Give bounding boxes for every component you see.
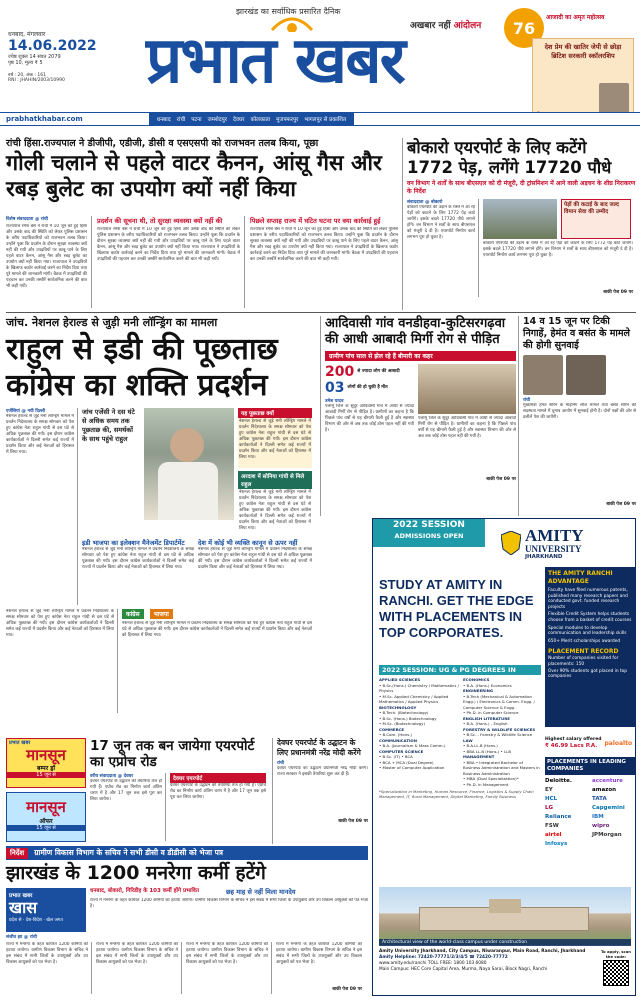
amity-advantage-item: Flexible Credit System helps students choose from a basket of credit courses	[548, 612, 632, 623]
hemant-body: मुख्यमंत्री हेमंत सोरेन के माइनिंग लीज मामले तथा बसंत सोरेन की सदस्यता मामले में चुनाव आयोग में सुनवाई होनी है। दोनों पक्षों की ओर से दलीलें पेश की जायेंगी।	[523, 403, 636, 420]
village-banner: ग्रामीण पांच साल से झेल रहे हैं बीमारी का कहर	[325, 351, 516, 361]
monsoon1-title: मानसून	[26, 746, 66, 764]
city-list	[149, 113, 354, 125]
company-logo: paloalto	[604, 739, 633, 747]
masthead-title: प्रभात खबर	[146, 24, 404, 98]
mgnrega-body3: राज्य में मनरेगा के तहत कार्यरत 1200 कर्मियों को हटाया जायेगा। ग्रामीण विकास विभाग के सचिव ने इस संबंध में सभी जिलों के उपायुक्तों और उप विकास आयुक्तों को पत्र भेजा है।	[186, 942, 272, 994]
qr-code-icon[interactable]	[603, 960, 629, 986]
amity-highest-value: ₹ 46.99 Lacs P.A.	[545, 743, 598, 749]
city-item: पटना	[191, 117, 202, 123]
lead-body-cont2: राज्यपाल रमेश बैस ने रांची में 10 जून को हुई हिंसा और उसके बाद की स्थिति को लेकर पुलिस प्रशासन के वरीय पदाधिकारियों को राजभवन तलब किया। उन्होंने पूछा कि प्रदर्शन के दौरान सुरक्षा व्यवस्था क्यों नहीं की गयी और उपद्रवियों पर काबू पाने के लिए पहले वाटर कैनन, आंसू गैस और रबड़ बुलेट का उपयोग क्यों नहीं किया गया। राज्यपाल ने उपद्रवियों के खिलाफ कठोर कार्रवाई करने का निर्देश दिया तथा पूरे मामले की जानकारी मांगी। बैठक में उपद्रवियों की पहचान कर उनकी तस्वीरें सार्वजनिक करने की बात भी कही गयी।	[250, 227, 398, 262]
village-byline: उमेश यादव	[325, 399, 344, 404]
amity-programs-right: ECONOMICS • B.A. (Hons.) Economics ENGINEERING • B.Tech (Mechanical & Automation Engg.) / Electronics & Comm. Engg. / Computer Science & Engg. • Ph.D. in Computer Science ENGLISH LITERATURE • B.A. (Hons.) - English FORESTRY & WILDLIFE SCIENCES • B.Sc. - Forestry & Wildlife Science LAW • B.A.LL.B (Hons.) • BBA LL.B (Hons.) • LLB MANAGEMENT • BBA • Integrated Bachelor of Business Administration and Masters in Business Administration • MBA (Dual Specialization)* • Ph.D. in Management	[463, 677, 540, 787]
mgnrega-jump[interactable]: बाकी पेज 09 पर	[332, 987, 362, 992]
amity-logo	[501, 523, 633, 563]
monsoon2-date: 15 जून से	[7, 825, 85, 831]
amity-advantage-list	[548, 588, 632, 644]
rahul-story	[6, 316, 316, 734]
amity-apply-text: To apply, scan the code:	[600, 949, 632, 959]
amity-web[interactable]: www.amity.edu/ranchi TOLL FREE: 1800 103 6080	[379, 961, 487, 966]
lead-sub1: प्रदर्शन की सूचना थी, तो सुरक्षा व्यवस्था क्यों नहीं की	[97, 217, 223, 225]
rahul-body4: नेशनल हेराल्ड से जुड़े मनी लॉन्ड्रिंग मामले में प्रवर्तन निदेशालय के समक्ष सोमवार को पेश हुए कांग्रेस नेता राहुल गांधी से दस घंटे से अधिक पूछताछ की गयी। इस दौरान कांग्रेस कार्यकर्ताओं ने दिल्ली समेत कई राज्यों में प्रदर्शन किया और कई नेताओं को हिरासत में लिया गया।	[6, 609, 114, 638]
hemant-story	[518, 316, 636, 516]
village-headline: आदिवासी गांव वनडीहवा-कुटिसरगढ़वा की आधी आबादी मिर्गी रोग से पीड़ित	[325, 316, 506, 347]
monsoon-ad-2[interactable]	[6, 792, 86, 842]
company-logo: wipro	[592, 823, 610, 829]
airport-box: पेड़ों की कटाई के बाद जल्द विमान सेवा की उम्मीद	[561, 199, 631, 239]
lead-kicker: रांची हिंसा.राज्यपाल ने डीजीपी, एडीजी, डीसी व एसएसपी को राजभवन तलब किया, पूछा	[6, 138, 319, 149]
rahul-kicker: जांच. नेशनल हेराल्ड से जुड़ी मनी लॉन्ड्रिंग का मामला	[6, 316, 218, 329]
pm-body: देवघर एयरपोर्ट का उद्घाटन प्रधानमंत्री नरेंद्र मोदी करेंगे। राज्य सरकार ने इसकी तैयारियां शुरू कर दी हैं।	[277, 766, 368, 777]
rahul-callout: जांच एजेंसी ने दस घंटे से अधिक समय तक पूछताछ की, समर्थकों के साथ पहुंचे राहुल	[82, 408, 135, 443]
edition-pages: पृष्ठ 10, मूल्य ₹ 5	[8, 60, 43, 66]
rahul-box1-title: यह पूछताछ क्यों	[238, 408, 312, 418]
amity-placements-title: PLACEMENTS IN LEADING COMPANIES	[545, 757, 635, 775]
city-item: भागलपुर से प्रकाशित	[304, 117, 347, 123]
airport-story	[402, 138, 636, 310]
amity-campus-image	[379, 887, 631, 945]
pm-city: रांची	[277, 761, 285, 766]
mgnrega-banner	[6, 846, 368, 860]
mgnrega-side1: धनबाद, बोकारो, गिरिडीह के 103 कर्मी होंगे प्रभावित	[90, 888, 199, 894]
lead-columns	[6, 216, 398, 308]
amity-main-campus: Main Campus: HEC Core Capital Area, Murma, Naya Sarai, Block Nagri, Ranchi	[379, 967, 548, 972]
airport-sub: वन विभाग ने शर्तों के साथ बीएसएल को दी मंजूरी, दी ट्रांसमिशन में आने वाली अड़चन के शीघ्र निराकरण के निर्देश	[407, 180, 636, 195]
rahul-body3: नेशनल हेराल्ड से जुड़े मनी लॉन्ड्रिंग मामले में प्रवर्तन निदेशालय के समक्ष सोमवार को पेश हुए कांग्रेस नेता राहुल गांधी से दस घंटे से अधिक पूछताछ की गयी। इस दौरान कांग्रेस कार्यकर्ताओं ने दिल्ली समेत कई राज्यों में प्रदर्शन किया और कई नेताओं को हिरासत में लिया गया।	[198, 547, 312, 570]
hemant-jump[interactable]: बाकी पेज 09 पर	[606, 502, 636, 507]
pm-headline: देवघर एयरपोर्ट के उद्घाटन के लिए प्रधानमंत्री नरेंद्र मोदी करेंगे	[277, 738, 361, 757]
rahul-box2-title: अरदाश में सोनिया गांधी से मिले राहुल	[238, 471, 312, 489]
village-jump[interactable]: बाकी पेज 09 पर	[486, 477, 516, 482]
airport-jump[interactable]: बाकी पेज 09 पर	[603, 290, 633, 295]
amrit-label: आजादी का अमृत महोत्सव	[546, 14, 605, 21]
amity-spec-note: *Specialization in Marketing, Human Resource, Finance, Logistics & Supply Chain Management, IT, Rural Management, Digital Marketing, Family Business	[379, 789, 534, 799]
road-byline: वरीय संवाददाता @ देवघर	[90, 774, 134, 779]
city-item: कोलकाता	[250, 117, 271, 123]
hemant-city: रांची	[523, 398, 531, 403]
company-logo: accenture	[592, 778, 623, 784]
village-stat1: 200 से ज्यादा लोग की आबादी	[325, 364, 400, 380]
rahul-photo	[144, 408, 234, 520]
company-grid	[545, 778, 635, 847]
amity-placements	[545, 757, 635, 885]
amity-highest-label: Highest salary offered	[545, 737, 602, 742]
monsoon1-brand: प्रभात खबर	[9, 740, 31, 746]
khas-box[interactable]	[6, 888, 86, 932]
mgnrega-body4: राज्य में मनरेगा के तहत कार्यरत 1200 कर्मियों को हटाया जायेगा। ग्रामीण विकास विभाग के सचिव ने इस संबंध में सभी जिलों के उपायुक्तों और उप विकास आयुक्तों को पत्र भेजा है।	[276, 942, 362, 965]
amity-session: 2022 SESSION	[393, 520, 465, 530]
amity-advantage-item: 650+ Merit scholarships awarded	[548, 638, 621, 644]
monsoon2-title: मानसून	[26, 798, 66, 816]
company-logo: Deloitte.	[545, 778, 572, 784]
rahul-byline: एजेंसियां @ नयी दिल्ली	[6, 409, 46, 414]
edition-city: धनबाद, मंगलवार	[8, 31, 46, 38]
city-item: धनबाद	[156, 117, 171, 123]
airport-byline: संवाददाता @ बोकारो	[407, 200, 443, 205]
rahul-body2: नेशनल हेराल्ड से जुड़े मनी लॉन्ड्रिंग मामले में प्रवर्तन निदेशालय के समक्ष सोमवार को पेश हुए कांग्रेस नेता राहुल गांधी से दस घंटे से अधिक पूछताछ की गयी। इस दौरान कांग्रेस कार्यकर्ताओं ने दिल्ली समेत कई राज्यों में प्रदर्शन किया और कई नेताओं को हिरासत में लिया गया।	[82, 547, 194, 570]
amity-address: Amity University Jharkhand, City Campus, Niwaranpur, Main Road, Ranchi, Jharkhand	[379, 949, 586, 954]
village-story	[320, 316, 516, 516]
edition-reg: RNI : JHAHIN/2003/10990	[8, 78, 65, 83]
amity-university: UNIVERSITY	[525, 543, 582, 554]
amity-advantage-item: Faculty have filed numerous patents, published many research papers and conducted govt. funded research projects	[548, 588, 628, 610]
amity-session-box	[373, 519, 485, 547]
amity-programs-left: APPLIED SCIENCES • B.Sc.(Hons.) Chemistry / Mathematics / Physics • M.Sc. Applied Chemistry / Applied Mathematics / Applied Physics BIOTECHNOLOGY • B.Tech. (Biotechnology) • B.Sc. (Hons.) Biotechnology • M.Sc. (Biotechnology) COMMERCE • B.Com. (Hons.) COMMUNICATION • B.A. (Journalism & Mass Comm.) COMPUTER SCIENCE • B.Sc. (IT) • BCA • BCA + MCA (Dual Degree) • Master of Computer Application	[379, 677, 459, 770]
masthead-slogan	[410, 18, 481, 31]
company-logo: Capgemini	[592, 805, 625, 811]
mgnrega-top-body: राज्य में मनरेगा के तहत कार्यरत 1200 कर्मियों को हटाया जायेगा। ग्रामीण विकास विभाग के सचिव ने इस संबंध में सभी जिलों के उपायुक्तों और उप विकास आयुक्तों को पत्र भेजा है।	[90, 898, 368, 909]
rahul-sub2: देश में कोई भी व्यक्ति कानून से ऊपर नहीं	[198, 539, 298, 547]
slogan-text: अखबार नहीं	[410, 21, 451, 31]
badge-number: 76	[512, 18, 536, 38]
mgnrega-columns	[6, 942, 368, 994]
amity-helpline: Amity Helpline: 72420-77771/2/3/4/5 ☎ 72420-77772	[379, 955, 508, 960]
amity-headline: STUDY AT AMITY IN RANCHI. GET THE EDGE WITH PLACEMENTS IN TOP CORPORATES.	[379, 577, 534, 640]
rahul-box2-body: नेशनल हेराल्ड से जुड़े मनी लॉन्ड्रिंग मामले में प्रवर्तन निदेशालय के समक्ष सोमवार को पेश हुए कांग्रेस नेता राहुल गांधी से दस घंटे से अधिक पूछताछ की गयी। इस दौरान कांग्रेस कार्यकर्ताओं ने दिल्ली समेत कई राज्यों में प्रदर्शन किया और कई नेताओं को हिरासत में लिया गया।	[239, 490, 311, 531]
rahul-tag-congress: कांग्रेस	[122, 609, 144, 619]
lead-body-cont: राज्यपाल रमेश बैस ने रांची में 10 जून को हुई हिंसा और उसके बाद की स्थिति को लेकर पुलिस प्रशासन के वरीय पदाधिकारियों को राजभवन तलब किया। उन्होंने पूछा कि प्रदर्शन के दौरान सुरक्षा व्यवस्था क्यों नहीं की गयी और उपद्रवियों पर काबू पाने के लिए पहले वाटर कैनन, आंसू गैस और रबड़ बुलेट का उपयोग क्यों नहीं किया गया। राज्यपाल ने उपद्रवियों के खिलाफ कठोर कार्रवाई करने का निर्देश दिया तथा पूरे मामले की जानकारी मांगी। बैठक में उपद्रवियों की पहचान कर उनकी तस्वीरें सार्वजनिक करने की बात भी कही गयी।	[97, 227, 240, 262]
rahul-body5: नेशनल हेराल्ड से जुड़े मनी लॉन्ड्रिंग मामले में प्रवर्तन निदेशालय के समक्ष सोमवार को पेश हुए कांग्रेस नेता राहुल गांधी से दस घंटे से अधिक पूछताछ की गयी। इस दौरान कांग्रेस कार्यकर्ताओं ने दिल्ली समेत कई राज्यों में प्रदर्शन किया और कई नेताओं को हिरासत में लिया गया।	[122, 621, 312, 638]
amity-apply	[597, 949, 635, 986]
rahul-tag-bjp: भाजपा	[150, 609, 173, 619]
mgnrega-body2: राज्य में मनरेगा के तहत कार्यरत 1200 कर्मियों को हटाया जायेगा। ग्रामीण विकास विभाग के सचिव ने इस संबंध में सभी जिलों के उपायुक्तों और उप विकास आयुक्तों को पत्र भेजा है।	[96, 942, 182, 994]
amity-highest	[545, 731, 635, 755]
pm-jump[interactable]: बाकी पेज 09 पर	[338, 819, 368, 824]
village-body2: पलामू जिले के सुदूर आदिवासी गांव में आधी से ज्यादा आबादी मिर्गी रोग से पीड़ित है। ग्रामीणों का कहना है कि पिछले पांच वर्षों से यह बीमारी फैली हुई है और स्वास्थ्य विभाग की ओर से अब तक कोई ठोस पहल नहीं की गयी है।	[418, 416, 516, 439]
hemant-photo	[523, 355, 563, 395]
village-stat2: 03 लोगों की हो चुकी है मौत	[325, 380, 388, 396]
monsoon-ad-1[interactable]	[6, 738, 86, 788]
village-body: पलामू जिले के सुदूर आदिवासी गांव में आधी से ज्यादा आबादी मिर्गी रोग से पीड़ित है। ग्रामीणों का कहना है कि पिछले पांच वर्षों से यह बीमारी फैली हुई है और स्वास्थ्य विभाग की ओर से अब तक कोई ठोस पहल नहीं की गयी है।	[325, 404, 414, 433]
mgnrega-side2: छह माह से नहीं मिला मानदेय	[226, 888, 296, 896]
edition-date: 14.06.2022	[8, 38, 97, 54]
amity-programs-title: 2022 SESSION: UG & PG DEGREES IN	[379, 665, 541, 675]
khas-items: प्रदेश से · देश-विदेश · खेल जगत	[9, 918, 63, 923]
masthead-info	[8, 30, 148, 83]
amity-admissions: ADMISSIONS OPEN	[394, 532, 464, 540]
company-logo: IBM	[592, 814, 604, 820]
airport-photo	[483, 199, 557, 239]
rahul-box1-body: नेशनल हेराल्ड से जुड़े मनी लॉन्ड्रिंग मामले में प्रवर्तन निदेशालय के समक्ष सोमवार को पेश हुए कांग्रेस नेता राहुल गांधी से दस घंटे से अधिक पूछताछ की गयी। इस दौरान कांग्रेस कार्यकर्ताओं ने दिल्ली समेत कई राज्यों में प्रदर्शन किया और कई नेताओं को हिरासत में लिया गया।	[238, 418, 312, 468]
road-body: देवघर एयरपोर्ट के उद्घाटन की तैयारियां तेज हो गयी हैं। एप्रोच रोड का निर्माण कार्य अंतिम चरण में है और 17 जून तक इसे पूरा कर लिया जायेगा।	[90, 779, 162, 802]
lead-story	[6, 138, 398, 308]
mgnrega-banner-text: ग्रामीण विकास विभाग के सचिव ने सभी डीसी व डीडीसी को भेजा पत्र	[34, 848, 224, 857]
monsoon1-sub: बम्पर ड्रॉ	[36, 765, 56, 772]
amity-advantage-title: THE AMITY RANCHI ADVANTAGE	[548, 570, 613, 585]
road-body2: देवघर एयरपोर्ट के उद्घाटन की तैयारियां तेज हो गयी हैं। एप्रोच रोड का निर्माण कार्य अंतिम चरण में है और 17 जून तक इसे पूरा कर लिया जायेगा।	[170, 783, 266, 800]
monsoon2-sub: ऑफर	[39, 818, 53, 825]
airport-body2: बोकारो एयरपोर्ट की उड़ान के रास्ते में आ रहे पेड़ों को काटने के लिए 1772 पेड़ काटे जायेंगे। इसके बदले 17720 पौधे लगाने होंगे। वन विभाग ने शर्तों के साथ बीएसएल को मंजूरी दे दी है। एयरपोर्ट निर्माण कार्य लगभग पूरा हो चुका है।	[483, 241, 633, 258]
masthead-tagline: झारखंड का सर्वाधिक प्रसारित दैनिक	[236, 7, 341, 16]
company-logo: FSW	[545, 823, 559, 829]
mgnrega-body1: राज्य में मनरेगा के तहत कार्यरत 1200 कर्मियों को हटाया जायेगा। ग्रामीण विकास विभाग के सचिव ने इस संबंध में सभी जिलों के उपायुक्तों और उप विकास आयुक्तों को पत्र भेजा है।	[6, 942, 92, 994]
masthead	[0, 0, 640, 136]
amity-record-title: PLACEMENT RECORD	[548, 648, 619, 656]
edition-volume: वर्ष : 20, अंक : 161	[8, 73, 46, 78]
hemant-headline: 14 व 15 जून पर टिकी निगाहें, हेमंत व बसंत के मामले की होगी सुनवाई	[523, 316, 630, 351]
amity-brand: AMITY	[525, 525, 584, 545]
mgnrega-side	[90, 888, 368, 932]
company-logo: airtel	[545, 832, 562, 838]
khas-title: खास	[9, 898, 38, 917]
lead-headline: गोली चलाने से पहले वाटर कैनन, आंसू गैस और रबड़ बुलेट का उपयोग क्यों नहीं किया	[6, 151, 382, 202]
lead-body: राज्यपाल रमेश बैस ने रांची में 10 जून को हुई हिंसा और उसके बाद की स्थिति को लेकर पुलिस प्रशासन के वरीय पदाधिकारियों को राजभवन तलब किया। उन्होंने पूछा कि प्रदर्शन के दौरान सुरक्षा व्यवस्था क्यों नहीं की गयी और उपद्रवियों पर काबू पाने के लिए पहले वाटर कैनन, आंसू गैस और रबड़ बुलेट का उपयोग क्यों नहीं किया गया। राज्यपाल ने उपद्रवियों के खिलाफ कठोर कार्रवाई करने का निर्देश दिया तथा पूरे मामले की जानकारी मांगी। बैठक में उपद्रवियों की पहचान कर उनकी तस्वीरें सार्वजनिक करने की बात भी कही गयी।	[6, 224, 87, 289]
city-item: मुजफ्फरपुर	[276, 117, 299, 123]
lead-sub2: पिछले सप्ताह राज्य में घटित घटना पर क्या कार्रवाई हुई	[250, 217, 381, 225]
rahul-sub1: इडी भाजपा का इलेक्शन मैनेजमेंट डिपार्टमेंट	[82, 539, 185, 547]
road-label: देवघर एयरपोर्ट	[170, 773, 266, 783]
promo-text: देश प्रेम की खातिर जेपी से छोड़ा ब्रिटिश सरकारी स्कॉलरशिप	[544, 43, 622, 60]
mgnrega-banner-label: निर्देश	[6, 848, 28, 859]
amity-advantage-item: Special modules to develop communication and leadership skills	[548, 625, 627, 637]
city-item: रांची	[176, 117, 186, 123]
amity-record-2: Over 90% students got placed in top companies	[548, 668, 628, 680]
amity-state: JHARKHAND	[525, 553, 563, 560]
airport-headline: बोकारो एयरपोर्ट के लिए कटेंगे 1772 पेड़, लगेंगे 17720 पौधे	[407, 138, 612, 177]
rahul-headline: राहुल से इडी की पूछताछ कांग्रेस का शक्ति प्रदर्शन	[6, 332, 278, 403]
pm-story	[272, 738, 368, 844]
company-logo: JPMorgan	[592, 832, 622, 838]
airport-body: बोकारो एयरपोर्ट की उड़ान के रास्ते में आ रहे पेड़ों को काटने के लिए 1772 पेड़ काटे जायेंगे। इसके बदले 17720 पौधे लगाने होंगे। वन विभाग ने शर्तों के साथ बीएसएल को मंजूरी दे दी है। एयरपोर्ट निर्माण कार्य लगभग पूरा हो चुका है।	[407, 205, 475, 240]
amity-campus-caption: Architectural view of the world-class campus under construction	[379, 939, 631, 946]
airport-road-story	[90, 738, 270, 844]
company-logo: Infosys	[545, 841, 568, 847]
city-item: देवघर	[233, 117, 245, 123]
road-headline: 17 जून तक बन जायेगा एयरपोर्ट का एप्रोच रोड	[90, 738, 255, 770]
amity-crest-icon	[501, 531, 521, 555]
company-logo: HCL	[545, 796, 558, 802]
website-url[interactable]: prabhatkhabar.com	[6, 115, 83, 123]
village-photo	[418, 364, 516, 414]
khas-brand: प्रभात खबर	[9, 893, 33, 899]
company-logo: amazon	[592, 787, 617, 793]
amity-ad[interactable]	[372, 518, 636, 996]
company-logo: EY	[545, 787, 553, 793]
company-logo: LG	[545, 805, 554, 811]
amity-record-1: Number of companies visited for placements: 150	[548, 656, 619, 667]
hemant-photo2	[566, 355, 606, 395]
lead-byline: विशेष संवाददाता @ रांची	[6, 217, 48, 222]
mgnrega-headline: झारखंड के 1200 मनरेगा कर्मी हटेंगे	[6, 862, 266, 884]
company-logo: Reliance	[545, 814, 572, 820]
city-bar	[0, 112, 640, 126]
slogan-accent: आंदोलन	[453, 21, 482, 31]
edition-samvat: ज्येष्ठ शुक्ल 14 संवत 2079	[8, 54, 61, 60]
amity-advantage	[545, 567, 635, 727]
amity-programs	[379, 665, 541, 883]
company-logo: TATA	[592, 796, 607, 802]
amity-footer	[379, 949, 597, 973]
city-item: जमशेदपुर	[207, 117, 228, 123]
monsoon1-date: 15 जून से	[7, 772, 85, 778]
mgnrega-byline: संजीव झा @ रांची	[6, 935, 37, 940]
rahul-body: नेशनल हेराल्ड से जुड़े मनी लॉन्ड्रिंग मामले में प्रवर्तन निदेशालय के समक्ष सोमवार को पेश हुए कांग्रेस नेता राहुल गांधी से दस घंटे से अधिक पूछताछ की गयी। इस दौरान कांग्रेस कार्यकर्ताओं ने दिल्ली समेत कई राज्यों में प्रदर्शन किया और कई नेताओं को हिरासत में लिया गया।	[6, 414, 74, 455]
